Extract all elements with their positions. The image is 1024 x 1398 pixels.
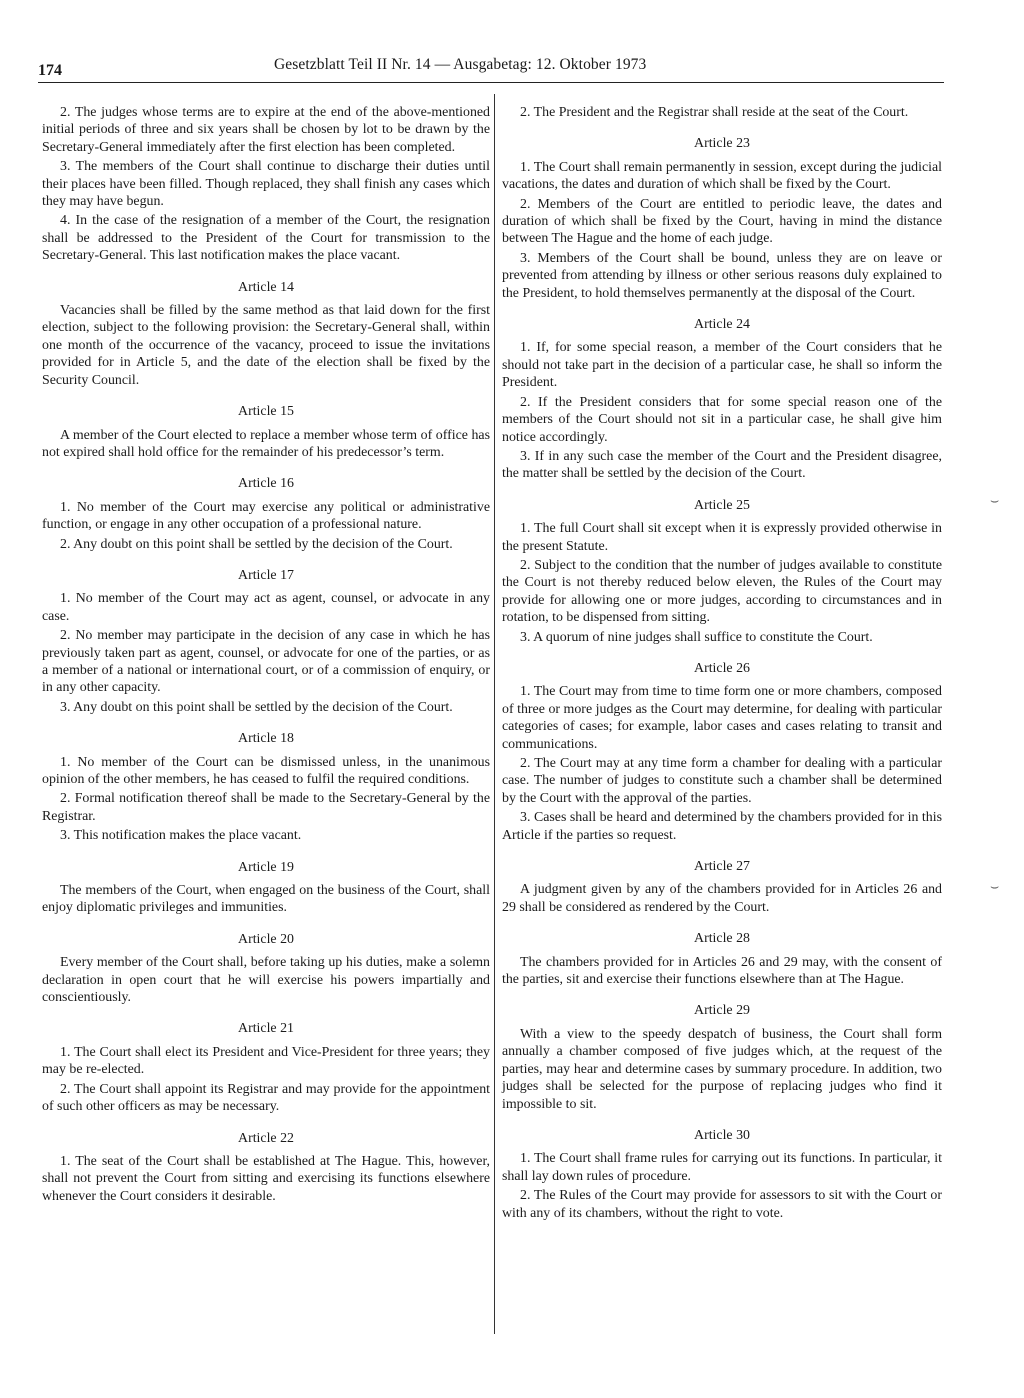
paragraph: 3. Members of the Court shall be bound, unless they are on leave or prevented from attending by illness or other serious reasons duly explained to the President, to hold themselves permanently at the disposal of the Court. <box>502 250 942 301</box>
article-heading: Article 30 <box>694 1127 750 1143</box>
paragraph: 3. Cases shall be heard and determined by the chambers provided for in this Article if the parties so request. <box>502 810 942 843</box>
page-number: 174 <box>38 62 62 79</box>
paragraph: 3. This notification makes the place vacant. <box>60 828 302 844</box>
paragraph: Vacancies shall be filled by the same method as that laid down for the first election, subject to the following provision: the Secretary-General shall, within one month of the occurrence of the vacancy, proceed to issue the invitations provided for in Article 5, and the date of the election shall be fixed by the Security Council. <box>42 303 490 388</box>
article-block <box>502 497 942 646</box>
article-heading: Article 14 <box>238 279 294 295</box>
left-column <box>42 104 490 1207</box>
paragraph: 3. The members of the Court shall continue to discharge their duties until their places have been filled. Though replaced, they shall finish any cases which they may have begun. <box>42 159 490 210</box>
paragraph: 3. If in any such case the member of the Court and the President disagree, the matter shall be settled by the decision of the Court. <box>502 448 942 482</box>
column-divider <box>494 94 495 1334</box>
article-heading: Article 26 <box>694 660 750 676</box>
article-block <box>42 730 490 844</box>
article-heading: Article 22 <box>238 1130 294 1146</box>
paragraph: 2. Any doubt on this point shall be settled by the decision of the Court. <box>60 536 453 552</box>
paragraph: 3. A quorum of nine judges shall suffice to constitute the Court. <box>520 629 873 645</box>
article-heading: Article 20 <box>238 931 294 947</box>
running-title: Gesetzblatt Teil II Nr. 14 — Ausgabetag: 12. Oktober 1973 <box>274 56 647 73</box>
article-block <box>42 931 490 1007</box>
paragraph: 2. Subject to the condition that the number of judges available to constitute the Court is not thereby reduced below eleven, the Rules of the Court may provide for allowing one or more judges, according to circumstances and in rotation, to be dispensed from sitting. <box>502 557 942 626</box>
article-block <box>42 859 490 917</box>
paragraph: 1. The full Court shall sit except when it is expressly provided otherwise in the present Statute. <box>502 521 942 554</box>
paragraph: 2. The President and the Registrar shall reside at the seat of the Court. <box>520 105 909 120</box>
article-heading: Article 18 <box>238 731 294 747</box>
article-heading: Article 15 <box>238 404 294 420</box>
article-heading: Article 16 <box>238 476 294 492</box>
article-block <box>502 1002 942 1112</box>
article-block <box>502 104 942 121</box>
article-block <box>42 104 490 265</box>
paragraph: 2. Formal notification thereof shall be made to the Secretary-General by the Registrar. <box>42 791 490 824</box>
paragraph: 2. The Court shall appoint its Registrar and may provide for the appointment of such other officers as may be necessary. <box>42 1081 490 1115</box>
margin-mark: ⌣ <box>990 880 1000 895</box>
paragraph: 2. If the President considers that for some special reason one of the members of the Court should not sit in a particular case, he shall give him notice accordingly. <box>502 394 942 445</box>
paragraph: 1. The Court shall remain permanently in session, except during the judicial vacations, the dates and duration of which shall be fixed by the Court. <box>502 159 942 193</box>
article-block <box>502 135 942 302</box>
article-block <box>42 279 490 389</box>
paragraph: 3. Any doubt on this point shall be settled by the decision of the Court. <box>60 699 453 715</box>
article-heading: Article 19 <box>238 859 294 875</box>
article-block <box>502 316 942 483</box>
paragraph: With a view to the speedy despatch of business, the Court shall form annually a chamber composed of five judges which, at the request of the parties, may hear and determine cases by summary procedure. In addition, two judges shall be selected for the purpose of replacing judges who find it impossible to sit. <box>502 1026 942 1112</box>
paragraph: A member of the Court elected to replace a member whose term of office has not expired shall hold office for the remainder of his predecessor’s term. <box>42 427 490 460</box>
paragraph: 1. No member of the Court may act as agent, counsel, or advocate in any case. <box>42 591 490 624</box>
paragraph: 2. Members of the Court are entitled to periodic leave, the dates and duration of which shall be fixed by the Court, having in mind the distance between The Hague and the home of each judge. <box>502 196 942 247</box>
article-block <box>502 930 942 988</box>
paragraph: The chambers provided for in Articles 26 and 29 may, with the consent of the parties, sit and exercise their functions elsewhere than at The Hague. <box>502 954 942 988</box>
paragraph: 1. No member of the Court may exercise any political or administrative function, or engage in any other occupation of a professional nature. <box>42 499 490 533</box>
article-heading: Article 25 <box>694 497 750 513</box>
article-heading: Article 24 <box>694 317 750 333</box>
paragraph: 1. The Court shall frame rules for carrying out its functions. In particular, it shall lay down rules of procedure. <box>502 1151 942 1184</box>
article-block <box>42 475 490 553</box>
paragraph: 2. The judges whose terms are to expire at the end of the above-mentioned initial periods of three and six years shall be chosen by lot to be drawn by the Secretary-General immediately after the first election has been completed. <box>42 105 490 155</box>
paragraph: The members of the Court, when engaged on the business of the Court, shall enjoy diplomatic privileges and immunities. <box>42 883 490 916</box>
article-heading: Article 28 <box>694 931 750 947</box>
paragraph: 1. No member of the Court can be dismissed unless, in the unanimous opinion of the other members, he has ceased to fulfil the required conditions. <box>42 754 490 787</box>
article-block <box>42 567 490 716</box>
article-block <box>42 1130 490 1206</box>
paragraph: 1. If, for some special reason, a member of the Court considers that he should not take part in the decision of a particular case, he shall so inform the President. <box>502 340 942 391</box>
paragraph: 2. No member may participate in the decision of any case in which he has previously taken part as agent, counsel, or advocate for one of the parties, or as a member of a national or international court, or of a commission of enquiry, or in any other capacity. <box>42 628 490 696</box>
paragraph: 2. The Rules of the Court may provide for assessors to sit with the Court or with any of its chambers, without the right to vote. <box>502 1188 942 1221</box>
right-column <box>502 104 942 1224</box>
paragraph: 1. The Court shall elect its President and Vice-President for three years; they may be re-elected. <box>42 1044 490 1078</box>
paragraph: 1. The Court may from time to time form one or more chambers, composed of three or more judges as the Court may determine, for dealing with particular categories of cases; for example, labor cases and cases relating to transit and communications. <box>502 684 942 752</box>
page-header <box>38 52 944 83</box>
article-heading: Article 23 <box>694 136 750 152</box>
article-block <box>42 1020 490 1115</box>
article-block <box>42 403 490 461</box>
article-heading: Article 29 <box>694 1003 750 1019</box>
article-heading: Article 17 <box>238 567 294 583</box>
article-block <box>502 858 942 916</box>
paragraph: 2. The Court may at any time form a chamber for dealing with a particular case. The number of judges to constitute such a chamber shall be determined by the Court with the approval of the parties. <box>502 756 942 806</box>
paragraph: 1. The seat of the Court shall be established at The Hague. This, however, shall not prevent the Court from sitting and exercising its functions elsewhere whenever the Court considers it desirable. <box>42 1153 490 1204</box>
article-block <box>502 660 942 844</box>
article-heading: Article 21 <box>238 1021 294 1037</box>
article-block <box>502 1127 942 1222</box>
paragraph: A judgment given by any of the chambers provided for in Articles 26 and 29 shall be considered as rendered by the Court. <box>502 882 942 915</box>
paragraph: 4. In the case of the resignation of a member of the Court, the resignation shall be addressed to the President of the Court for transmission to the Secretary-General. This last notification makes the place vacant. <box>42 213 490 264</box>
article-heading: Article 27 <box>694 859 750 875</box>
margin-mark: ⌣ <box>990 494 1000 509</box>
paragraph: Every member of the Court shall, before taking up his duties, make a solemn declaration in open court that he will exercise his powers impartially and conscientiously. <box>42 955 490 1006</box>
